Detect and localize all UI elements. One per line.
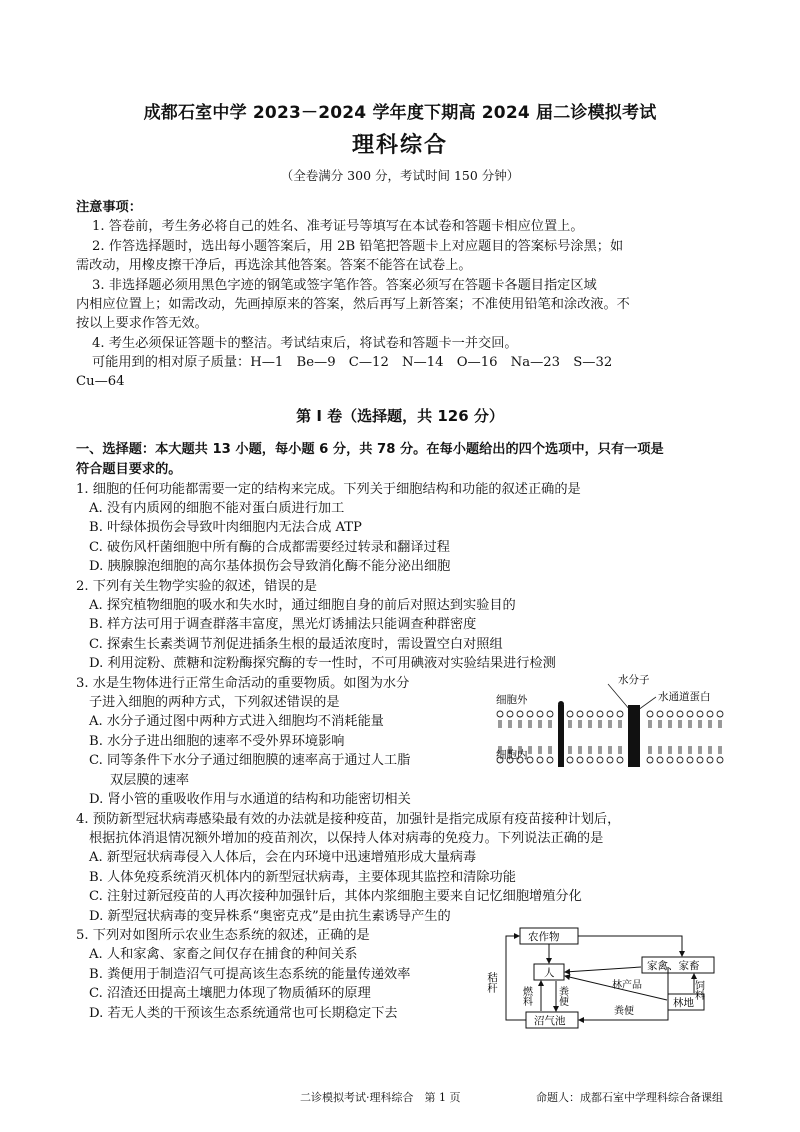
lipid-head — [607, 711, 613, 717]
exam-title: 成都石室中学 2023－2024 学年度下期高 2024 届二诊模拟考试 — [143, 103, 657, 123]
footer-page-info: 二诊模拟考试·理科综合 第 1 页 — [300, 1091, 461, 1104]
section-title: 第 Ⅰ 卷（选择题，共 126 分） — [296, 407, 504, 425]
lipid-head — [617, 757, 623, 763]
lipid-head — [657, 711, 663, 717]
lipid-tail — [569, 720, 571, 728]
label-water-molecule: 水分子 — [618, 674, 650, 686]
q3-option-a: A. 水分子通过图中两种方式进入细胞均不消耗能量 — [89, 714, 384, 729]
lipid-head — [597, 757, 603, 763]
q3-option-c-line-1: C. 同等条件下水分子通过细胞膜的速率高于通过人工脂 — [89, 753, 411, 768]
ecosystem-figure — [484, 920, 724, 1030]
arrow-crops-livestock — [578, 936, 682, 956]
note-1: 1. 答卷前，考生务必将自己的姓名、准考证号等填写在本试卷和答题卡相应位置上。 — [92, 219, 584, 234]
lipid-head — [527, 711, 533, 717]
lipid-tail — [539, 746, 541, 754]
lipid-head — [717, 711, 723, 717]
lipid-tail — [669, 720, 671, 728]
lipid-head — [687, 711, 693, 717]
q2-stem: 2. 下列有关生物学实验的叙述，错误的是 — [76, 579, 317, 594]
channel-pointer-line — [638, 697, 656, 710]
lipid-head — [707, 757, 713, 763]
label-fuel: 燃料 — [520, 986, 532, 1006]
lipid-tail — [649, 720, 651, 728]
lipid-tail — [619, 720, 621, 728]
lipid-head — [647, 711, 653, 717]
lipid-tail — [579, 720, 581, 728]
lipid-head — [697, 757, 703, 763]
lipid-tail — [669, 746, 671, 754]
lipid-tail — [689, 720, 691, 728]
note-3-line-1: 3. 非选择题必须用黑色字迹的钢笔或签字笔作答。答案必须写在答题卡各题目指定区域 — [92, 278, 597, 293]
atomic-masses-line-1: 可能用到的相对原子质量：H—1 Be—9 C—12 N—14 O—16 Na—23 S—32 — [92, 355, 613, 370]
lipid-tail — [519, 720, 521, 728]
label-forest-products: 林产品 — [612, 980, 642, 991]
lipid-tail — [719, 746, 721, 754]
lipid-tail — [569, 746, 571, 754]
lipid-head — [687, 757, 693, 763]
lipid-head — [537, 757, 543, 763]
lipid-tail — [699, 746, 701, 754]
lipid-tail — [589, 720, 591, 728]
q3-option-b: B. 水分子进出细胞的速率不受外界环境影响 — [89, 734, 345, 749]
lipid-head — [577, 711, 583, 717]
lipid-head — [707, 711, 713, 717]
lipid-tail — [599, 720, 601, 728]
lipid-tail — [709, 720, 711, 728]
lipid-head — [607, 757, 613, 763]
lipid-tail — [709, 746, 711, 754]
lipid-head — [547, 711, 553, 717]
lipid-tail — [619, 746, 621, 754]
water-pointer-line — [608, 684, 630, 710]
lipid-head — [517, 711, 523, 717]
lipid-head — [717, 757, 723, 763]
lipid-head — [587, 757, 593, 763]
lipid-head — [527, 757, 533, 763]
lipid-head — [567, 757, 573, 763]
label-feed: 饲料 — [692, 980, 704, 1000]
label-feces: 粪便 — [556, 986, 568, 1006]
q1-option-d: D. 胰腺腺泡细胞的高尔基体损伤会导致消化酶不能分泌出细胞 — [89, 559, 451, 574]
q3-option-c-line-2: 双层膜的速率 — [110, 773, 190, 788]
lipid-tail — [659, 746, 661, 754]
q2-option-b: B. 样方法可用于调查群落丰富度，黑光灯诱捕法只能调查种群密度 — [89, 617, 477, 632]
lipid-tail — [579, 746, 581, 754]
q4-stem-line-2: 根据抗体消退情况额外增加的疫苗剂次，以保持人体对病毒的免疫力。下列说法正确的是 — [89, 831, 604, 846]
notes-heading: 注意事项： — [76, 200, 142, 215]
lipid-tail — [549, 720, 551, 728]
transmembrane-protein-1 — [558, 705, 564, 767]
note-3-line-3: 按以上要求作答无效。 — [76, 316, 208, 331]
label-inside-cell: 细胞内 — [496, 749, 528, 761]
lipid-head — [617, 711, 623, 717]
lipid-head — [667, 757, 673, 763]
lipid-head — [677, 757, 683, 763]
lipid-tail — [499, 720, 501, 728]
label-outside-cell: 细胞外 — [496, 694, 528, 706]
lipid-head — [577, 757, 583, 763]
lipid-tail — [679, 746, 681, 754]
note-3-line-2: 内相应位置上；如需改动，先画掉原来的答案，然后再写上新答案；不准使用铅笔和涂改液。不 — [76, 297, 630, 312]
q4-option-b: B. 人体免疫系统消灭机体内的新型冠状病毒，主要体现其监控和清除功能 — [89, 870, 516, 885]
q4-option-c: C. 注射过新冠疫苗的人再次接种加强针后，其体内浆细胞主要来自记忆细胞增殖分化 — [89, 889, 582, 904]
lipid-tail — [679, 720, 681, 728]
lipid-tail — [529, 720, 531, 728]
q1-option-a: A. 没有内质网的细胞不能对蛋白质进行加工 — [89, 501, 345, 516]
q4-option-d: D. 新型冠状病毒的变异株系“奥密克戎”是由抗生素诱导产生的 — [89, 909, 451, 924]
footer-author: 命题人：成都石室中学理科综合备课组 — [536, 1091, 723, 1104]
lipid-head — [537, 711, 543, 717]
note-2-line-1: 2. 作答选择题时，选出每小题答案后，用 2B 铅笔把答题卡上对应题目的答案标号涂黑；如 — [92, 239, 624, 254]
membrane-figure — [488, 670, 728, 770]
lipid-tail — [599, 746, 601, 754]
label-biogas: 沼气池 — [534, 1015, 566, 1027]
subject-title: 理科综合 — [351, 133, 448, 158]
label-forest: 林地 — [673, 997, 694, 1009]
lipid-head — [677, 711, 683, 717]
lipid-tail — [549, 746, 551, 754]
q1-stem: 1. 细胞的任何功能都需要一定的结构来完成。下列关于细胞结构和功能的叙述正确的是 — [76, 482, 581, 497]
q2-option-d: D. 利用淀粉、蔗糖和淀粉酶探究酶的专一性时，不可用碘液对实验结果进行检测 — [89, 656, 556, 671]
note-4: 4. 考生必须保证答题卡的整洁。考试结束后，将试卷和答题卡一并交回。 — [92, 336, 518, 351]
lipid-head — [497, 711, 503, 717]
label-livestock: 家禽、家畜 — [647, 960, 700, 972]
lipid-head — [647, 757, 653, 763]
label-straw: 秸秆 — [486, 972, 498, 993]
q3-option-d: D. 肾小管的重吸收作用与水通道的结构和功能密切相关 — [89, 792, 411, 807]
lipid-head — [567, 711, 573, 717]
lipid-tail — [539, 720, 541, 728]
lipid-tail — [659, 720, 661, 728]
arrow-livestock-human — [565, 967, 641, 972]
lipid-tail — [689, 746, 691, 754]
lipid-head — [667, 711, 673, 717]
q2-option-c: C. 探索生长素类调节剂促进插条生根的最适浓度时，需设置空白对照组 — [89, 637, 503, 652]
lipid-head — [507, 711, 513, 717]
q1-option-c: C. 破伤风杆菌细胞中所有酶的合成都需要经过转录和翻译过程 — [89, 540, 450, 555]
atomic-masses-line-2: Cu—64 — [76, 374, 125, 389]
lipid-tail — [609, 746, 611, 754]
section-intro-line-2: 符合题目要求的。 — [76, 462, 182, 477]
q5-option-d: D. 若无人类的干预该生态系统通常也可长期稳定下去 — [89, 1006, 398, 1021]
lipid-bilayer — [497, 711, 723, 763]
lipid-tail — [509, 720, 511, 728]
q4-stem-line-1: 4. 预防新型冠状病毒感染最有效的办法就是接种疫苗，加强针是指完成原有疫苗接种计划后， — [76, 812, 621, 827]
q5-option-b: B. 粪便用于制造沼气可提高该生态系统的能量传递效率 — [89, 967, 411, 982]
q5-option-c: C. 沼渣还田提高土壤肥力体现了物质循环的原理 — [89, 986, 371, 1001]
note-2-line-2: 需改动，用橡皮擦干净后，再选涂其他答案。答案不能答在试卷上。 — [76, 258, 472, 273]
q3-stem-line-1: 3. 水是生物体进行正常生命活动的重要物质。如图为水分 — [76, 676, 410, 691]
q2-option-a: A. 探究植物细胞的吸水和失水时，通过细胞自身的前后对照达到实验目的 — [89, 598, 516, 613]
protein-cap-1 — [558, 701, 564, 707]
label-crops: 农作物 — [528, 931, 560, 943]
lipid-head — [697, 711, 703, 717]
label-feces-2: 粪便 — [614, 1006, 634, 1017]
arrow-straw-loop — [506, 936, 526, 1020]
lipid-tail — [589, 746, 591, 754]
lipid-tail — [719, 720, 721, 728]
label-human: 人 — [544, 967, 555, 979]
section-intro-line-1: 一、选择题：本大题共 13 小题，每小题 6 分，共 78 分。在每小题给出的四个选项中，只有一项是 — [76, 442, 664, 457]
lipid-tail — [529, 746, 531, 754]
label-water-channel: 水通道蛋白 — [658, 691, 711, 703]
q1-option-b: B. 叶绿体损伤会导致叶肉细胞内无法合成 ATP — [89, 520, 362, 535]
q5-option-a: A. 人和家禽、家畜之间仅存在捕食的种间关系 — [89, 947, 358, 962]
q4-option-a: A. 新型冠状病毒侵入人体后，会在内环境中迅速增殖形成大量病毒 — [89, 850, 477, 865]
water-channel-protein — [628, 705, 640, 767]
lipid-head — [597, 711, 603, 717]
q3-stem-line-2: 子进入细胞的两种方式，下列叙述错误的是 — [89, 695, 340, 710]
lipid-tail — [609, 720, 611, 728]
exam-info: （全卷满分 300 分，考试时间 150 分钟） — [280, 168, 520, 183]
lipid-head — [657, 757, 663, 763]
lipid-head — [547, 757, 553, 763]
lipid-head — [587, 711, 593, 717]
lipid-tail — [649, 746, 651, 754]
q5-stem: 5. 下列对如图所示农业生态系统的叙述，正确的是 — [76, 928, 370, 943]
lipid-tail — [699, 720, 701, 728]
